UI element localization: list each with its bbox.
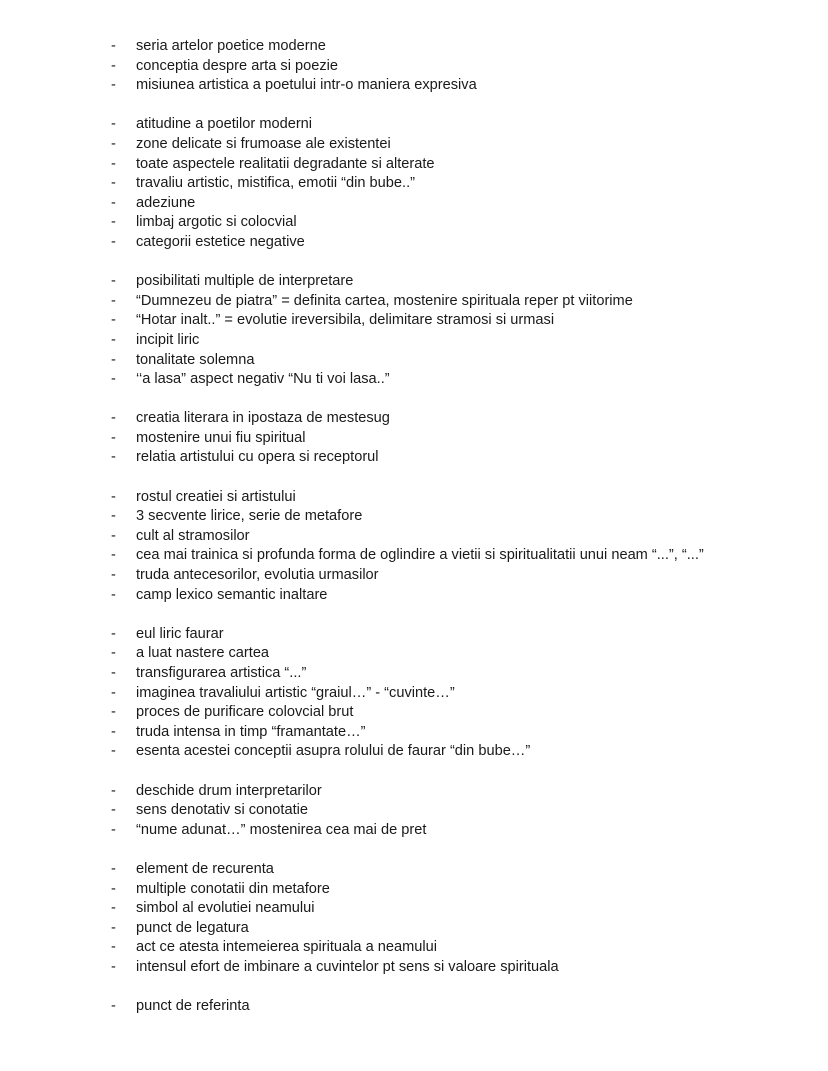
bullet-dash: - (111, 77, 116, 94)
list-item-text: relatia artistului cu opera si receptorul (136, 449, 379, 466)
list-item-text: zone delicate si frumoase ale existentei (136, 135, 391, 152)
list-item-text: truda antecesorilor, evolutia urmasilor (136, 567, 379, 584)
list-item (0, 938, 828, 958)
bullet-dash: - (111, 782, 116, 799)
list-item-text: tonalitate solemna (136, 351, 255, 368)
bullet-dash: - (111, 410, 116, 427)
bullet-dash: - (111, 939, 116, 956)
list-item (0, 174, 828, 194)
list-item-text: “Hotar inalt..” = evolutie ireversibila, delimitare stramosi si urmasi (136, 312, 555, 329)
list-item-text: proces de purificare colovcial brut (136, 704, 354, 721)
list-item-text: “Dumnezeu de piatra” = definita cartea, mostenire spirituala reper pt viitorime (136, 292, 633, 309)
bullet-dash: - (111, 233, 116, 250)
list-item (0, 370, 828, 390)
list-item (0, 801, 828, 821)
list-item-text: simbol al evolutiei neamului (136, 900, 315, 917)
list-item (0, 135, 828, 155)
bullet-dash: - (111, 135, 116, 152)
list-item (0, 331, 828, 351)
list-item (0, 409, 828, 429)
list-item-text: eul liric faurar (136, 625, 224, 642)
list-item-text: act ce atesta intemeierea spirituala a neamului (136, 939, 437, 956)
bullet-dash: - (111, 567, 116, 584)
list-item-text: posibilitati multiple de interpretare (136, 273, 354, 290)
list-item (0, 76, 828, 96)
list-item-text: seria artelor poetice moderne (136, 38, 326, 54)
bullet-list-group (0, 488, 828, 606)
bullet-dash: - (111, 625, 116, 642)
bullet-dash: - (111, 331, 116, 348)
list-item (0, 546, 828, 566)
list-item-text: travaliu artistic, mistifica, emotii “din bube..” (136, 175, 415, 192)
list-item (0, 821, 828, 841)
bullet-dash: - (111, 802, 116, 819)
list-item (0, 899, 828, 919)
list-item (0, 57, 828, 77)
list-item-text: 3 secvente lirice, serie de metafore (136, 508, 363, 525)
list-item (0, 429, 828, 449)
list-item-text: intensul efort de imbinare a cuvintelor pt sens si valoare spirituala (136, 958, 559, 975)
bullet-dash: - (111, 351, 116, 368)
bullet-dash: - (111, 116, 116, 133)
list-item-text: deschide drum interpretarilor (136, 782, 322, 799)
list-item-text: esenta acestei conceptii asupra rolului de faurar “din bube…” (136, 743, 531, 760)
bullet-list-group (0, 37, 828, 96)
list-item-text: ‘‘a lasa” aspect negativ “Nu ti voi lasa..” (136, 371, 390, 388)
bullet-list-group (0, 409, 828, 468)
list-item-text: truda intensa in timp “framantate…” (136, 723, 366, 740)
list-item (0, 703, 828, 723)
list-item-text: multiple conotatii din metafore (136, 880, 330, 897)
list-item-text: misiunea artistica a poetului intr-o maniera expresiva (136, 77, 477, 94)
list-item-text: creatia literara in ipostaza de mestesug (136, 410, 390, 427)
bullet-dash: - (111, 273, 116, 290)
bullet-dash: - (111, 488, 116, 505)
bullet-dash: - (111, 527, 116, 544)
bullet-dash: - (111, 900, 116, 917)
list-item (0, 194, 828, 214)
list-item (0, 213, 828, 233)
bullet-list-group (0, 782, 828, 841)
list-item (0, 684, 828, 704)
bullet-dash: - (111, 821, 116, 838)
list-item (0, 448, 828, 468)
list-item (0, 37, 828, 57)
list-item-text: punct de referinta (136, 998, 250, 1015)
bullet-list-group (0, 625, 828, 762)
list-item-text: “nume adunat…” mostenirea cea mai de pret (136, 821, 427, 838)
bullet-dash: - (111, 860, 116, 877)
bullet-dash: - (111, 547, 116, 564)
bullet-dash: - (111, 684, 116, 701)
list-item (0, 488, 828, 508)
list-item-text: punct de legatura (136, 919, 249, 936)
bullet-dash: - (111, 508, 116, 525)
list-item (0, 880, 828, 900)
list-item (0, 507, 828, 527)
bullet-list-group (0, 997, 828, 1017)
list-item (0, 566, 828, 586)
bullet-list-group (0, 860, 828, 978)
bullet-dash: - (111, 723, 116, 740)
list-item-text: a luat nastere cartea (136, 645, 270, 662)
list-item-text: cea mai trainica si profunda forma de oglindire a vietii si spiritualitatii unui neam “...”, “...” (136, 547, 704, 564)
bullet-dash: - (111, 38, 116, 54)
list-item (0, 115, 828, 135)
bullet-dash: - (111, 312, 116, 329)
bullet-dash: - (111, 919, 116, 936)
bullet-list-group (0, 272, 828, 390)
list-item-text: imaginea travaliului artistic “graiul…” - “cuvinte…” (136, 684, 455, 701)
bullet-dash: - (111, 292, 116, 309)
bullet-dash: - (111, 743, 116, 760)
list-item (0, 644, 828, 664)
bullet-dash: - (111, 175, 116, 192)
list-item-text: sens denotativ si conotatie (136, 802, 308, 819)
list-item-text: adeziune (136, 194, 196, 211)
list-item (0, 997, 828, 1017)
bullet-dash: - (111, 57, 116, 74)
list-item (0, 586, 828, 606)
list-item-text: categorii estetice negative (136, 233, 305, 250)
list-item-text: incipit liric (136, 331, 200, 348)
document-body (0, 37, 828, 1036)
list-item-text: cult al stramosilor (136, 527, 250, 544)
list-item (0, 233, 828, 253)
bullet-dash: - (111, 371, 116, 388)
bullet-dash: - (111, 880, 116, 897)
list-item-text: atitudine a poetilor moderni (136, 116, 313, 133)
list-item-text: element de recurenta (136, 860, 274, 877)
list-item-text: camp lexico semantic inaltare (136, 586, 328, 603)
list-item-text: mostenire unui fiu spiritual (136, 429, 306, 446)
list-item (0, 782, 828, 802)
bullet-dash: - (111, 155, 116, 172)
bullet-dash: - (111, 704, 116, 721)
list-item (0, 527, 828, 547)
bullet-list-group (0, 115, 828, 252)
bullet-dash: - (111, 449, 116, 466)
list-item (0, 958, 828, 978)
list-item-text: transfigurarea artistica “...” (136, 665, 307, 681)
list-item (0, 311, 828, 331)
list-item (0, 664, 828, 684)
list-item (0, 272, 828, 292)
list-item (0, 919, 828, 939)
bullet-dash: - (111, 194, 116, 211)
list-item (0, 860, 828, 880)
bullet-dash: - (111, 958, 116, 975)
list-item (0, 292, 828, 312)
bullet-dash: - (111, 998, 116, 1015)
bullet-dash: - (111, 214, 116, 231)
bullet-dash: - (111, 665, 116, 681)
list-item-text: rostul creatiei si artistului (136, 488, 296, 505)
list-item-text: toate aspectele realitatii degradante si alterate (136, 155, 435, 172)
list-item (0, 723, 828, 743)
bullet-dash: - (111, 586, 116, 603)
list-item (0, 625, 828, 645)
bullet-dash: - (111, 645, 116, 662)
list-item (0, 155, 828, 175)
list-item (0, 351, 828, 371)
list-item-text: conceptia despre arta si poezie (136, 57, 339, 74)
list-item-text: limbaj argotic si colocvial (136, 214, 297, 231)
bullet-dash: - (111, 429, 116, 446)
list-item (0, 742, 828, 762)
